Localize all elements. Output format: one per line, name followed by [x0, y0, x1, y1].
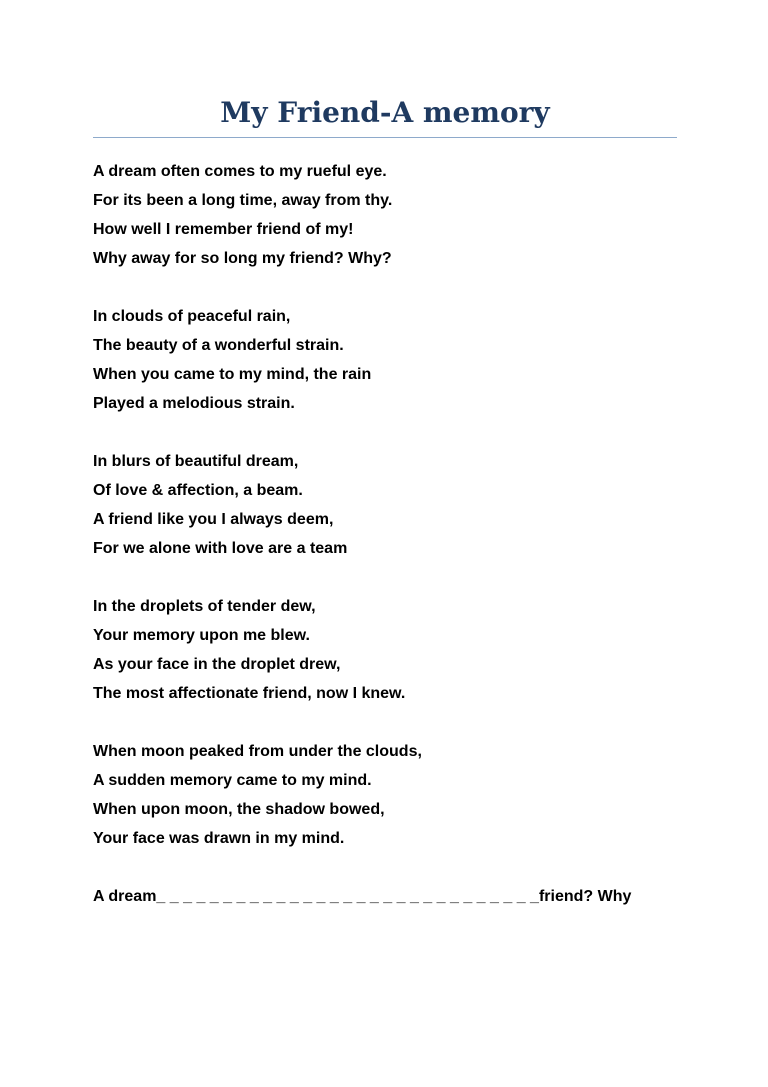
poem-line: As your face in the droplet drew, — [93, 656, 341, 673]
poem-line: A dream often comes to my rueful eye. — [93, 163, 387, 180]
poem-line: When you came to my mind, the rain — [93, 366, 372, 383]
poem-line: For we alone with love are a team — [93, 540, 348, 557]
poem-line: The beauty of a wonderful strain. — [93, 337, 344, 354]
poem-line: Your memory upon me blew. — [93, 627, 310, 644]
title-underline — [93, 137, 677, 138]
poem-line: Why away for so long my friend? Why? — [93, 250, 392, 267]
stanza-6-fill-in — [93, 882, 693, 911]
stanza-2 — [93, 302, 693, 418]
stanza-3 — [93, 447, 693, 563]
poem-line: For its been a long time, away from thy. — [93, 192, 393, 209]
fill-in-blank-line: A dream_ _ _ _ _ _ _ _ _ _ _ _ _ _ _ _ _ _ _ _ _ _ _ _ _ _ _ _ _friend? Why — [93, 888, 632, 905]
stanza-4 — [93, 592, 693, 708]
poem-line: When moon peaked from under the clouds, — [93, 743, 422, 760]
page-title: My Friend-A memory — [220, 96, 550, 129]
stanza-5 — [93, 737, 693, 853]
poem-line: Played a melodious strain. — [93, 395, 295, 412]
stanza-1 — [93, 157, 693, 273]
poem-body — [93, 157, 693, 940]
poem-line: Your face was drawn in my mind. — [93, 830, 345, 847]
poem-line: The most affectionate friend, now I knew. — [93, 685, 406, 702]
poem-line: When upon moon, the shadow bowed, — [93, 801, 385, 818]
poem-line: Of love & affection, a beam. — [93, 482, 303, 499]
poem-line: In clouds of peaceful rain, — [93, 308, 291, 325]
poem-line: In blurs of beautiful dream, — [93, 453, 299, 470]
poem-line: A sudden memory came to my mind. — [93, 772, 372, 789]
poem-line: In the droplets of tender dew, — [93, 598, 316, 615]
poem-line: A friend like you I always deem, — [93, 511, 334, 528]
poem-line: How well I remember friend of my! — [93, 221, 354, 238]
